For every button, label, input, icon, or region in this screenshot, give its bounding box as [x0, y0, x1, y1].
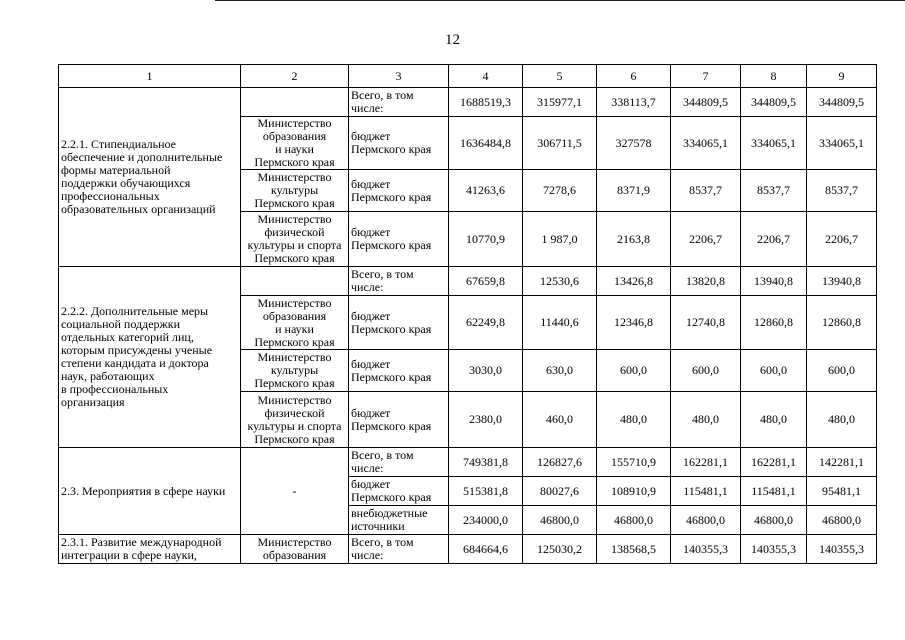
value-cell: 338113,7	[597, 88, 671, 117]
value-cell: 13940,8	[741, 267, 807, 296]
value-cell: 46800,0	[741, 506, 807, 535]
top-rule	[215, 0, 905, 1]
funding-source-cell: бюджет Пермского края	[349, 170, 449, 212]
value-cell: 12860,8	[807, 296, 877, 350]
funding-source-cell: Всего, в том числе:	[349, 535, 449, 564]
value-cell: 630,0	[523, 350, 597, 392]
executor-cell	[241, 88, 349, 117]
table-row	[59, 88, 877, 117]
value-cell: 46800,0	[807, 506, 877, 535]
column-number: 7	[671, 65, 741, 88]
value-cell: 2206,7	[741, 212, 807, 267]
funding-source-cell: Всего, в том числе:	[349, 448, 449, 477]
value-cell: 334065,1	[807, 117, 877, 170]
value-cell: 46800,0	[597, 506, 671, 535]
value-cell: 327578	[597, 117, 671, 170]
value-cell: 515381,8	[449, 477, 523, 506]
executor-cell: Министерство физической культуры и спорта Пермского края	[241, 392, 349, 448]
value-cell: 115481,1	[671, 477, 741, 506]
funding-source-cell: бюджет Пермского края	[349, 117, 449, 170]
value-cell: 41263,6	[449, 170, 523, 212]
value-cell: 13940,8	[807, 267, 877, 296]
funding-source-cell: бюджет Пермского края	[349, 296, 449, 350]
value-cell: 480,0	[671, 392, 741, 448]
executor-cell	[241, 267, 349, 296]
value-cell: 315977,1	[523, 88, 597, 117]
value-cell: 80027,6	[523, 477, 597, 506]
value-cell: 12860,8	[741, 296, 807, 350]
column-number: 9	[807, 65, 877, 88]
value-cell: 480,0	[597, 392, 671, 448]
funding-source-cell: внебюджетные источники	[349, 506, 449, 535]
column-number: 3	[349, 65, 449, 88]
value-cell: 10770,9	[449, 212, 523, 267]
value-cell: 12346,8	[597, 296, 671, 350]
value-cell: 67659,8	[449, 267, 523, 296]
funding-source-cell: Всего, в том числе:	[349, 267, 449, 296]
funding-source-cell: Всего, в том числе:	[349, 88, 449, 117]
column-number: 8	[741, 65, 807, 88]
value-cell: 234000,0	[449, 506, 523, 535]
value-cell: 162281,1	[671, 448, 741, 477]
value-cell: 62249,8	[449, 296, 523, 350]
value-cell: 2380,0	[449, 392, 523, 448]
value-cell: 460,0	[523, 392, 597, 448]
value-cell: 3030,0	[449, 350, 523, 392]
page-number: 12	[445, 32, 460, 48]
value-cell: 46800,0	[671, 506, 741, 535]
value-cell: 12530,6	[523, 267, 597, 296]
program-name-cell: 2.3. Мероприятия в сфере науки	[59, 448, 241, 535]
executor-cell: -	[241, 448, 349, 535]
value-cell: 2206,7	[671, 212, 741, 267]
program-name-cell: 2.2.1. Стипендиальное обеспечение и дополнительные формы материальной поддержки обучающихся профессиональных образовательных организаций	[59, 88, 241, 267]
value-cell: 8537,7	[807, 170, 877, 212]
executor-cell: Министерство образования и науки Пермского края	[241, 296, 349, 350]
value-cell: 142281,1	[807, 448, 877, 477]
executor-cell: Министерство культуры Пермского края	[241, 350, 349, 392]
value-cell: 46800,0	[523, 506, 597, 535]
column-number: 5	[523, 65, 597, 88]
value-cell: 13820,8	[671, 267, 741, 296]
funding-source-cell: бюджет Пермского края	[349, 477, 449, 506]
value-cell: 12740,8	[671, 296, 741, 350]
value-cell: 162281,1	[741, 448, 807, 477]
value-cell: 2163,8	[597, 212, 671, 267]
value-cell: 138568,5	[597, 535, 671, 564]
value-cell: 140355,3	[671, 535, 741, 564]
table-row	[59, 535, 877, 564]
value-cell: 1636484,8	[449, 117, 523, 170]
value-cell: 600,0	[671, 350, 741, 392]
funding-source-cell: бюджет Пермского края	[349, 392, 449, 448]
value-cell: 306711,5	[523, 117, 597, 170]
value-cell: 7278,6	[523, 170, 597, 212]
value-cell: 155710,9	[597, 448, 671, 477]
executor-cell: Министерство физической культуры и спорта Пермского края	[241, 212, 349, 267]
column-number-row	[59, 65, 877, 88]
value-cell: 480,0	[807, 392, 877, 448]
column-number: 1	[59, 65, 241, 88]
value-cell: 749381,8	[449, 448, 523, 477]
value-cell: 8371,9	[597, 170, 671, 212]
value-cell: 1688519,3	[449, 88, 523, 117]
value-cell: 1 987,0	[523, 212, 597, 267]
funding-source-cell: бюджет Пермского края	[349, 212, 449, 267]
column-number: 4	[449, 65, 523, 88]
table-row	[59, 267, 877, 296]
executor-cell: Министерство культуры Пермского края	[241, 170, 349, 212]
value-cell: 334065,1	[671, 117, 741, 170]
value-cell: 600,0	[597, 350, 671, 392]
executor-cell: Министерство образования и науки Пермского края	[241, 117, 349, 170]
value-cell: 600,0	[741, 350, 807, 392]
value-cell: 140355,3	[807, 535, 877, 564]
value-cell: 344809,5	[807, 88, 877, 117]
program-name-cell: 2.2.2. Дополнительные меры социальной поддержки отдельных категорий лиц, которым присуждены ученые степени кандидата и доктора наук, работающих в профессиональных организация	[59, 267, 241, 448]
table-row	[59, 448, 877, 477]
funding-source-cell: бюджет Пермского края	[349, 350, 449, 392]
value-cell: 11440,6	[523, 296, 597, 350]
value-cell: 600,0	[807, 350, 877, 392]
value-cell: 334065,1	[741, 117, 807, 170]
value-cell: 8537,7	[671, 170, 741, 212]
column-number: 6	[597, 65, 671, 88]
value-cell: 8537,7	[741, 170, 807, 212]
value-cell: 684664,6	[449, 535, 523, 564]
budget-table	[58, 64, 877, 564]
column-number: 2	[241, 65, 349, 88]
value-cell: 115481,1	[741, 477, 807, 506]
value-cell: 344809,5	[671, 88, 741, 117]
executor-cell: Министерство образования	[241, 535, 349, 564]
program-name-cell: 2.3.1. Развитие международной интеграции в сфере науки,	[59, 535, 241, 564]
value-cell: 13426,8	[597, 267, 671, 296]
value-cell: 108910,9	[597, 477, 671, 506]
value-cell: 480,0	[741, 392, 807, 448]
value-cell: 126827,6	[523, 448, 597, 477]
value-cell: 95481,1	[807, 477, 877, 506]
value-cell: 2206,7	[807, 212, 877, 267]
value-cell: 344809,5	[741, 88, 807, 117]
value-cell: 140355,3	[741, 535, 807, 564]
value-cell: 125030,2	[523, 535, 597, 564]
